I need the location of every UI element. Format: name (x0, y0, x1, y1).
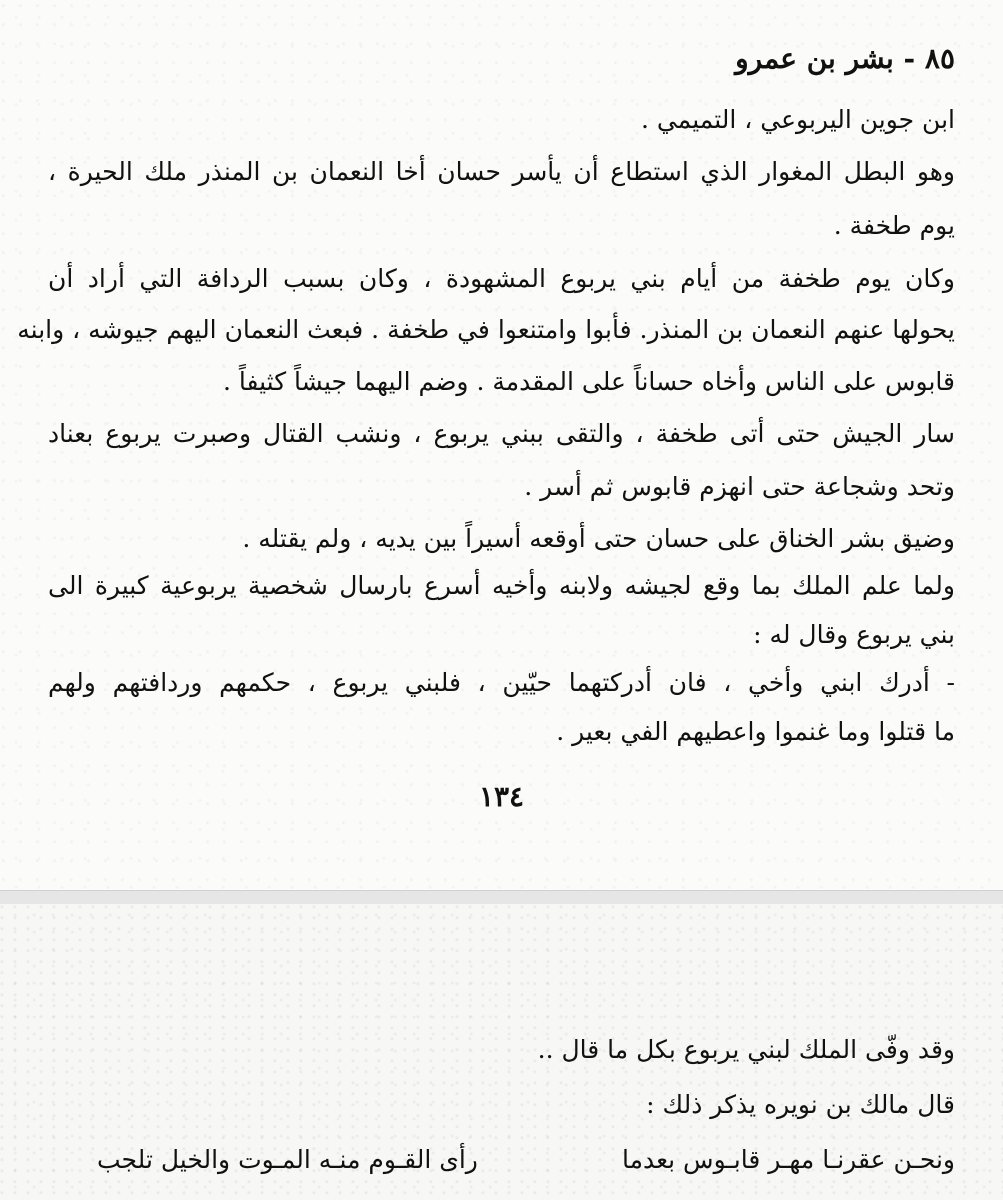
text-line: يوم طخفة . (833, 211, 955, 240)
text-line: ما قتلوا وما غنموا واعطيهم الفي بعير . (556, 717, 955, 746)
text-line: وقد وفّى الملك لبني يربوع بكل ما قال .. (537, 1035, 955, 1064)
text-line: قال مالك بن نويره يذكر ذلك : (646, 1090, 955, 1119)
poem-second-hemistich: رأى القـوم منـه المـوت والخيل تلجب (97, 1145, 478, 1174)
text-line: ابن جوين اليربوعي ، التميمي . (641, 105, 955, 134)
text-line: بني يربوع وقال له : (753, 620, 955, 649)
page-number: ١٣٤ (478, 780, 525, 813)
text-line: قابوس على الناس وأخاه حساناً على المقدمة . وضم اليهما جيشاً كثيفاً . (222, 367, 955, 396)
text-line: - أدرك ابني وأخي ، فان أدركتهما حيّين ، فلبني يربوع ، حكمهم وردافتهم ولهم (48, 668, 955, 697)
text-line: وتحد وشجاعة حتى انهزم قابوس ثم أسر . (524, 472, 955, 501)
cropped-text-fragment (300, 1188, 530, 1200)
entry-heading: ٨٥ - بشر بن عمرو (735, 42, 955, 75)
text-line: وضيق بشر الخناق على حسان حتى أوقعه أسيراً بين يديه ، ولم يقتله . (242, 524, 955, 553)
text-line: ولما علم الملك بما وقع لجيشه ولابنه وأخيه أسرع بارسال شخصية يربوعية كبيرة الى (48, 571, 955, 600)
text-line: وكان يوم طخفة من أيام بني يربوع المشهودة ، وكان بسبب الردافة التي أراد أن (48, 264, 955, 293)
poem-first-hemistich: ونحـن عقرنـا مهـر قابـوس بعدما (621, 1145, 955, 1174)
next-book-page-fragment (0, 904, 1003, 1200)
text-line: يحولها عنهم النعمان بن المنذر. فأبوا وامتنعوا في طخفة . فبعث النعمان اليهم جيوشه ، وابنه (17, 315, 955, 344)
text-line: سار الجيش حتى أتى طخفة ، والتقى ببني يربوع ، ونشب القتال وصبرت يربوع بعناد (48, 419, 955, 448)
text-line: وهو البطل المغوار الذي استطاع أن يأسر حسان أخا النعمان بن المنذر ملك الحيرة ، (48, 157, 955, 186)
